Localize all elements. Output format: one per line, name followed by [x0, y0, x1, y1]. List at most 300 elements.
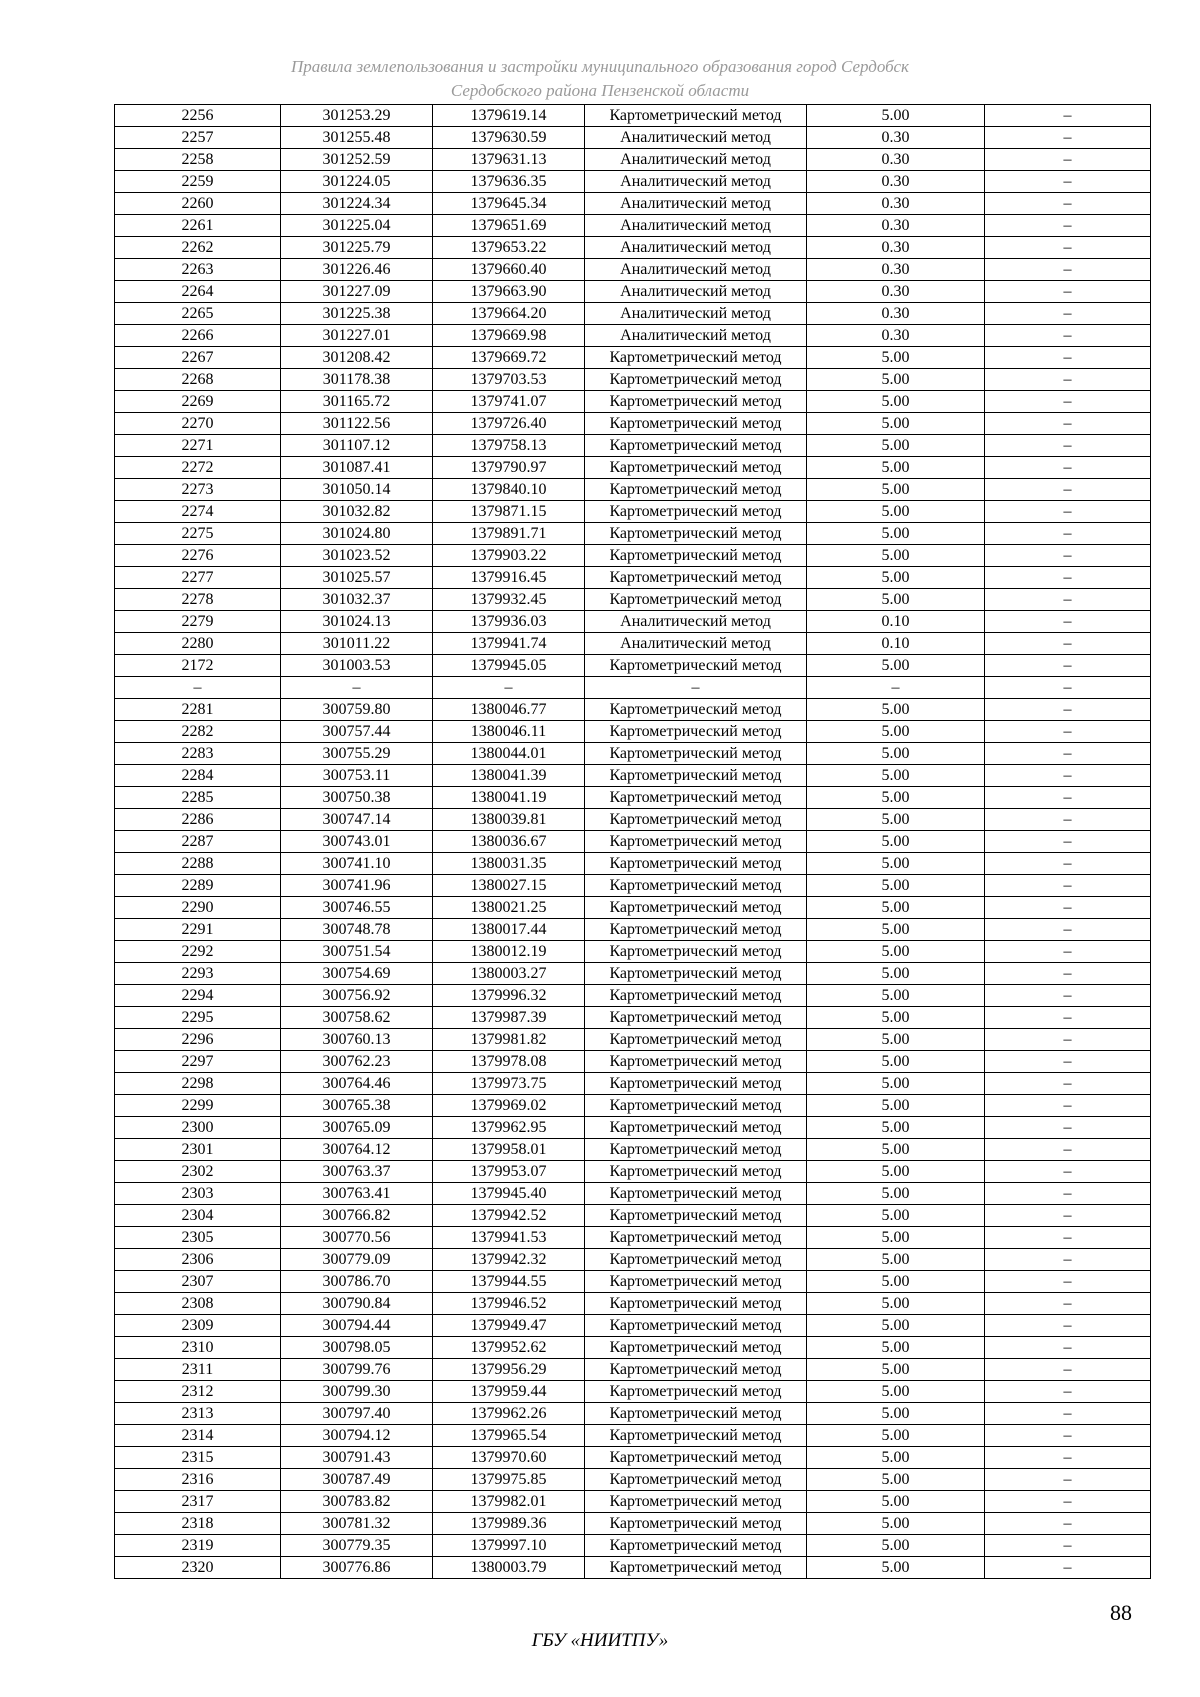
- cell-precision: 5.00: [807, 1117, 985, 1139]
- table-row: [115, 171, 1151, 193]
- cell-coord-y: 1379916.45: [433, 567, 585, 589]
- cell-note: –: [985, 545, 1151, 567]
- cell-note: –: [985, 677, 1151, 699]
- table-row: [115, 1315, 1151, 1337]
- cell-coord-y: 1379970.60: [433, 1447, 585, 1469]
- cell-coord-y: –: [433, 677, 585, 699]
- cell-coord-x: 300754.69: [281, 963, 433, 985]
- cell-coord-y: 1380003.27: [433, 963, 585, 985]
- cell-note: –: [985, 1403, 1151, 1425]
- cell-method: Картометрический метод: [585, 1535, 807, 1557]
- cell-precision: 5.00: [807, 1249, 985, 1271]
- cell-method: Аналитический метод: [585, 193, 807, 215]
- cell-precision: 5.00: [807, 1007, 985, 1029]
- cell-point-number: 2297: [115, 1051, 281, 1073]
- cell-precision: 5.00: [807, 853, 985, 875]
- table-row: [115, 655, 1151, 677]
- cell-point-number: 2303: [115, 1183, 281, 1205]
- cell-coord-x: 301025.57: [281, 567, 433, 589]
- cell-precision: 5.00: [807, 875, 985, 897]
- cell-coord-x: 300746.55: [281, 897, 433, 919]
- cell-method: Аналитический метод: [585, 281, 807, 303]
- cell-note: –: [985, 941, 1151, 963]
- cell-coord-y: 1379660.40: [433, 259, 585, 281]
- table-row: [115, 1491, 1151, 1513]
- cell-coord-x: 300779.09: [281, 1249, 433, 1271]
- cell-coord-x: 300790.84: [281, 1293, 433, 1315]
- cell-coord-x: 301024.13: [281, 611, 433, 633]
- cell-method: Картометрический метод: [585, 457, 807, 479]
- cell-precision: 0.30: [807, 281, 985, 303]
- cell-method: Картометрический метод: [585, 1227, 807, 1249]
- cell-coord-x: 301226.46: [281, 259, 433, 281]
- cell-coord-x: 300743.01: [281, 831, 433, 853]
- cell-coord-x: 300756.92: [281, 985, 433, 1007]
- cell-coord-x: 300747.14: [281, 809, 433, 831]
- cell-precision: 5.00: [807, 1029, 985, 1051]
- cell-note: –: [985, 897, 1151, 919]
- table-row: [115, 237, 1151, 259]
- cell-precision: 5.00: [807, 1161, 985, 1183]
- page-footer: ГБУ «НИИТПУ»: [531, 1630, 669, 1651]
- cell-coord-y: 1379741.07: [433, 391, 585, 413]
- table-row: [115, 193, 1151, 215]
- cell-precision: 5.00: [807, 699, 985, 721]
- cell-precision: 0.10: [807, 633, 985, 655]
- cell-method: Картометрический метод: [585, 501, 807, 523]
- cell-precision: 5.00: [807, 721, 985, 743]
- cell-note: –: [985, 215, 1151, 237]
- cell-point-number: 2259: [115, 171, 281, 193]
- cell-point-number: 2310: [115, 1337, 281, 1359]
- cell-precision: 0.30: [807, 193, 985, 215]
- cell-point-number: 2285: [115, 787, 281, 809]
- cell-coord-y: 1379790.97: [433, 457, 585, 479]
- cell-precision: 5.00: [807, 369, 985, 391]
- cell-precision: 5.00: [807, 1469, 985, 1491]
- cell-coord-x: 300760.13: [281, 1029, 433, 1051]
- table-row: [115, 303, 1151, 325]
- cell-point-number: 2265: [115, 303, 281, 325]
- cell-coord-x: 301255.48: [281, 127, 433, 149]
- cell-coord-y: 1379758.13: [433, 435, 585, 457]
- cell-note: –: [985, 1535, 1151, 1557]
- cell-method: Аналитический метод: [585, 149, 807, 171]
- cell-point-number: 2281: [115, 699, 281, 721]
- cell-method: Картометрический метод: [585, 1271, 807, 1293]
- cell-precision: 5.00: [807, 743, 985, 765]
- cell-coord-y: 1379945.05: [433, 655, 585, 677]
- cell-method: Картометрический метод: [585, 941, 807, 963]
- cell-precision: 5.00: [807, 1403, 985, 1425]
- table-row: [115, 875, 1151, 897]
- cell-coord-y: 1379989.36: [433, 1513, 585, 1535]
- cell-point-number: 2266: [115, 325, 281, 347]
- cell-coord-y: 1379956.29: [433, 1359, 585, 1381]
- cell-coord-x: 300776.86: [281, 1557, 433, 1579]
- cell-note: –: [985, 567, 1151, 589]
- cell-coord-x: 300741.96: [281, 875, 433, 897]
- cell-note: –: [985, 1447, 1151, 1469]
- cell-method: Картометрический метод: [585, 1161, 807, 1183]
- cell-coord-y: 1379871.15: [433, 501, 585, 523]
- cell-coord-y: 1379932.45: [433, 589, 585, 611]
- cell-precision: 5.00: [807, 1557, 985, 1579]
- cell-coord-y: 1379965.54: [433, 1425, 585, 1447]
- cell-precision: 5.00: [807, 457, 985, 479]
- cell-note: –: [985, 1205, 1151, 1227]
- table-row: [115, 149, 1151, 171]
- cell-note: –: [985, 765, 1151, 787]
- cell-coord-x: 301225.38: [281, 303, 433, 325]
- cell-point-number: 2287: [115, 831, 281, 853]
- cell-coord-x: 300791.43: [281, 1447, 433, 1469]
- cell-method: –: [585, 677, 807, 699]
- cell-method: Картометрический метод: [585, 435, 807, 457]
- cell-point-number: 2270: [115, 413, 281, 435]
- cell-precision: 5.00: [807, 589, 985, 611]
- table-row: [115, 611, 1151, 633]
- cell-coord-x: 300786.70: [281, 1271, 433, 1293]
- cell-precision: 5.00: [807, 435, 985, 457]
- cell-note: –: [985, 1073, 1151, 1095]
- cell-precision: 5.00: [807, 479, 985, 501]
- cell-coord-y: 1379645.34: [433, 193, 585, 215]
- table-row: [115, 523, 1151, 545]
- cell-method: Аналитический метод: [585, 237, 807, 259]
- cell-note: –: [985, 1491, 1151, 1513]
- cell-coord-x: 301225.04: [281, 215, 433, 237]
- cell-method: Картометрический метод: [585, 1139, 807, 1161]
- table-row: [115, 677, 1151, 699]
- cell-precision: 5.00: [807, 1513, 985, 1535]
- cell-coord-y: 1379651.69: [433, 215, 585, 237]
- cell-point-number: 2294: [115, 985, 281, 1007]
- cell-coord-y: 1380041.19: [433, 787, 585, 809]
- cell-precision: 5.00: [807, 1051, 985, 1073]
- cell-point-number: 2256: [115, 105, 281, 127]
- cell-method: Картометрический метод: [585, 545, 807, 567]
- table-row: [115, 1381, 1151, 1403]
- cell-point-number: 2301: [115, 1139, 281, 1161]
- cell-coord-x: 300765.09: [281, 1117, 433, 1139]
- cell-note: –: [985, 1271, 1151, 1293]
- table-row: [115, 567, 1151, 589]
- cell-method: Картометрический метод: [585, 523, 807, 545]
- cell-point-number: 2320: [115, 1557, 281, 1579]
- cell-note: –: [985, 1469, 1151, 1491]
- cell-precision: 5.00: [807, 1491, 985, 1513]
- cell-coord-y: 1379663.90: [433, 281, 585, 303]
- cell-precision: 5.00: [807, 1227, 985, 1249]
- cell-coord-x: 301024.80: [281, 523, 433, 545]
- cell-method: Картометрический метод: [585, 1447, 807, 1469]
- cell-coord-y: 1379619.14: [433, 105, 585, 127]
- cell-precision: –: [807, 677, 985, 699]
- cell-coord-x: 300751.54: [281, 941, 433, 963]
- table-row: [115, 1117, 1151, 1139]
- cell-precision: 5.00: [807, 413, 985, 435]
- cell-point-number: 2290: [115, 897, 281, 919]
- cell-coord-y: 1379962.95: [433, 1117, 585, 1139]
- coordinates-table: [114, 104, 1151, 1579]
- cell-coord-y: 1379981.82: [433, 1029, 585, 1051]
- table-row: [115, 259, 1151, 281]
- cell-note: –: [985, 457, 1151, 479]
- cell-coord-y: 1380031.35: [433, 853, 585, 875]
- cell-note: –: [985, 303, 1151, 325]
- cell-note: –: [985, 1425, 1151, 1447]
- table-row: [115, 743, 1151, 765]
- cell-point-number: 2283: [115, 743, 281, 765]
- cell-coord-y: 1379669.98: [433, 325, 585, 347]
- cell-point-number: 2267: [115, 347, 281, 369]
- table-row: [115, 941, 1151, 963]
- cell-point-number: 2299: [115, 1095, 281, 1117]
- cell-point-number: 2261: [115, 215, 281, 237]
- cell-point-number: 2316: [115, 1469, 281, 1491]
- cell-coord-y: 1379959.44: [433, 1381, 585, 1403]
- cell-point-number: 2272: [115, 457, 281, 479]
- cell-coord-x: 300799.76: [281, 1359, 433, 1381]
- cell-note: –: [985, 523, 1151, 545]
- cell-note: –: [985, 655, 1151, 677]
- cell-coord-x: 301208.42: [281, 347, 433, 369]
- table-row: [115, 1073, 1151, 1095]
- cell-coord-y: 1379664.20: [433, 303, 585, 325]
- cell-method: Картометрический метод: [585, 743, 807, 765]
- cell-coord-y: 1379941.74: [433, 633, 585, 655]
- table-row: [115, 325, 1151, 347]
- cell-coord-x: 301050.14: [281, 479, 433, 501]
- cell-note: –: [985, 831, 1151, 853]
- cell-method: Картометрический метод: [585, 1513, 807, 1535]
- cell-precision: 0.10: [807, 611, 985, 633]
- cell-coord-x: 300783.82: [281, 1491, 433, 1513]
- cell-point-number: 2273: [115, 479, 281, 501]
- cell-point-number: 2313: [115, 1403, 281, 1425]
- cell-coord-y: 1379949.47: [433, 1315, 585, 1337]
- cell-precision: 5.00: [807, 1535, 985, 1557]
- cell-coord-x: 301224.05: [281, 171, 433, 193]
- table-row: [115, 1557, 1151, 1579]
- cell-method: Картометрический метод: [585, 479, 807, 501]
- cell-method: Картометрический метод: [585, 919, 807, 941]
- cell-coord-x: 300766.82: [281, 1205, 433, 1227]
- table-row: [115, 985, 1151, 1007]
- cell-coord-y: 1379703.53: [433, 369, 585, 391]
- cell-point-number: 2278: [115, 589, 281, 611]
- table-row: [115, 1359, 1151, 1381]
- cell-point-number: 2291: [115, 919, 281, 941]
- cell-note: –: [985, 1095, 1151, 1117]
- cell-coord-x: 300755.29: [281, 743, 433, 765]
- cell-note: –: [985, 633, 1151, 655]
- cell-coord-x: 300758.62: [281, 1007, 433, 1029]
- cell-coord-x: 300757.44: [281, 721, 433, 743]
- cell-note: –: [985, 1161, 1151, 1183]
- cell-coord-y: 1380046.11: [433, 721, 585, 743]
- cell-note: –: [985, 1249, 1151, 1271]
- cell-precision: 5.00: [807, 523, 985, 545]
- cell-point-number: 2284: [115, 765, 281, 787]
- cell-note: –: [985, 1139, 1151, 1161]
- cell-point-number: 2172: [115, 655, 281, 677]
- cell-note: –: [985, 589, 1151, 611]
- cell-point-number: 2288: [115, 853, 281, 875]
- table-row: [115, 1205, 1151, 1227]
- cell-coord-y: 1379973.75: [433, 1073, 585, 1095]
- cell-note: –: [985, 1007, 1151, 1029]
- cell-method: Картометрический метод: [585, 1337, 807, 1359]
- cell-coord-x: 300762.23: [281, 1051, 433, 1073]
- table-row: [115, 391, 1151, 413]
- cell-point-number: 2307: [115, 1271, 281, 1293]
- cell-coord-x: 300779.35: [281, 1535, 433, 1557]
- cell-precision: 5.00: [807, 1139, 985, 1161]
- table-row: [115, 831, 1151, 853]
- cell-note: –: [985, 985, 1151, 1007]
- cell-coord-y: 1380027.15: [433, 875, 585, 897]
- cell-coord-x: 301107.12: [281, 435, 433, 457]
- cell-method: Картометрический метод: [585, 875, 807, 897]
- table-row: [115, 501, 1151, 523]
- cell-precision: 0.30: [807, 215, 985, 237]
- cell-coord-y: 1379653.22: [433, 237, 585, 259]
- cell-point-number: 2269: [115, 391, 281, 413]
- cell-precision: 5.00: [807, 787, 985, 809]
- cell-method: Картометрический метод: [585, 963, 807, 985]
- cell-coord-x: 301227.01: [281, 325, 433, 347]
- cell-precision: 0.30: [807, 171, 985, 193]
- cell-method: Картометрический метод: [585, 787, 807, 809]
- cell-point-number: 2314: [115, 1425, 281, 1447]
- cell-coord-y: 1379969.02: [433, 1095, 585, 1117]
- cell-precision: 0.30: [807, 325, 985, 347]
- cell-coord-x: 300763.41: [281, 1183, 433, 1205]
- cell-coord-x: 300787.49: [281, 1469, 433, 1491]
- table-row: [115, 809, 1151, 831]
- table-row: [115, 457, 1151, 479]
- cell-method: Картометрический метод: [585, 369, 807, 391]
- cell-coord-x: 300764.46: [281, 1073, 433, 1095]
- cell-method: Картометрический метод: [585, 589, 807, 611]
- cell-precision: 5.00: [807, 105, 985, 127]
- cell-point-number: 2317: [115, 1491, 281, 1513]
- cell-method: Картометрический метод: [585, 1469, 807, 1491]
- cell-point-number: 2306: [115, 1249, 281, 1271]
- cell-coord-x: 301178.38: [281, 369, 433, 391]
- cell-coord-y: 1379936.03: [433, 611, 585, 633]
- cell-point-number: 2319: [115, 1535, 281, 1557]
- cell-note: –: [985, 809, 1151, 831]
- cell-coord-y: 1379997.10: [433, 1535, 585, 1557]
- cell-note: –: [985, 1117, 1151, 1139]
- table-row: [115, 721, 1151, 743]
- cell-note: –: [985, 347, 1151, 369]
- cell-method: Аналитический метод: [585, 127, 807, 149]
- cell-point-number: 2286: [115, 809, 281, 831]
- table-row: [115, 1293, 1151, 1315]
- cell-note: –: [985, 369, 1151, 391]
- cell-point-number: 2298: [115, 1073, 281, 1095]
- cell-coord-y: 1379945.40: [433, 1183, 585, 1205]
- cell-coord-x: 301003.53: [281, 655, 433, 677]
- cell-note: –: [985, 963, 1151, 985]
- cell-coord-y: 1379941.53: [433, 1227, 585, 1249]
- cell-precision: 5.00: [807, 765, 985, 787]
- cell-coord-x: 301122.56: [281, 413, 433, 435]
- cell-note: –: [985, 237, 1151, 259]
- cell-precision: 5.00: [807, 963, 985, 985]
- cell-method: Картометрический метод: [585, 765, 807, 787]
- cell-note: –: [985, 149, 1151, 171]
- cell-precision: 5.00: [807, 1359, 985, 1381]
- cell-method: Аналитический метод: [585, 259, 807, 281]
- cell-precision: 0.30: [807, 149, 985, 171]
- table-row: [115, 1139, 1151, 1161]
- cell-point-number: 2258: [115, 149, 281, 171]
- cell-note: –: [985, 1183, 1151, 1205]
- table-row: [115, 105, 1151, 127]
- cell-point-number: 2312: [115, 1381, 281, 1403]
- cell-coord-x: 300750.38: [281, 787, 433, 809]
- cell-coord-y: 1380044.01: [433, 743, 585, 765]
- cell-method: Картометрический метод: [585, 985, 807, 1007]
- cell-note: –: [985, 1029, 1151, 1051]
- cell-precision: 5.00: [807, 391, 985, 413]
- table-row: [115, 1249, 1151, 1271]
- table-row: [115, 633, 1151, 655]
- cell-coord-y: 1379952.62: [433, 1337, 585, 1359]
- cell-coord-x: 301087.41: [281, 457, 433, 479]
- cell-point-number: 2311: [115, 1359, 281, 1381]
- cell-method: Картометрический метод: [585, 1315, 807, 1337]
- cell-coord-x: 300794.44: [281, 1315, 433, 1337]
- cell-point-number: 2275: [115, 523, 281, 545]
- cell-note: –: [985, 479, 1151, 501]
- cell-method: Аналитический метод: [585, 171, 807, 193]
- cell-note: –: [985, 1557, 1151, 1579]
- cell-note: –: [985, 325, 1151, 347]
- cell-method: Аналитический метод: [585, 633, 807, 655]
- cell-point-number: 2304: [115, 1205, 281, 1227]
- page-number: 88: [1110, 1600, 1132, 1625]
- cell-precision: 5.00: [807, 1381, 985, 1403]
- table-row: [115, 215, 1151, 237]
- cell-note: –: [985, 501, 1151, 523]
- cell-point-number: 2305: [115, 1227, 281, 1249]
- table-row: [115, 1447, 1151, 1469]
- table-row: [115, 281, 1151, 303]
- cell-method: Картометрический метод: [585, 391, 807, 413]
- cell-note: –: [985, 1359, 1151, 1381]
- cell-point-number: 2282: [115, 721, 281, 743]
- cell-coord-y: 1379631.13: [433, 149, 585, 171]
- table-row: [115, 1425, 1151, 1447]
- cell-coord-y: 1380041.39: [433, 765, 585, 787]
- cell-point-number: 2309: [115, 1315, 281, 1337]
- cell-method: Картометрический метод: [585, 567, 807, 589]
- cell-coord-y: 1379726.40: [433, 413, 585, 435]
- table-row: [115, 1403, 1151, 1425]
- cell-precision: 0.30: [807, 259, 985, 281]
- cell-note: –: [985, 193, 1151, 215]
- cell-precision: 0.30: [807, 303, 985, 325]
- cell-coord-y: 1379630.59: [433, 127, 585, 149]
- cell-coord-x: 301165.72: [281, 391, 433, 413]
- cell-point-number: 2295: [115, 1007, 281, 1029]
